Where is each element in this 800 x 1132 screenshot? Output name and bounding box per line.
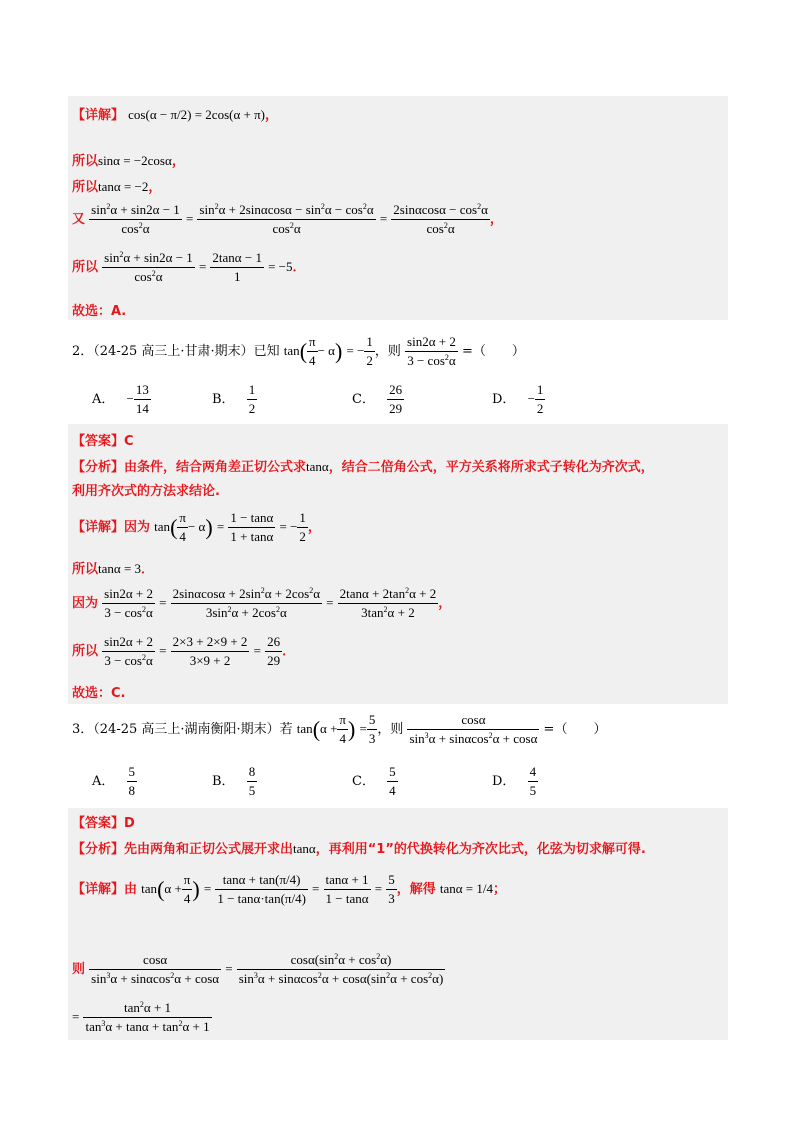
- q2-option-d[interactable]: D． − $\frac{1}{2}$: [492, 382, 544, 416]
- equation: sinα = −2cosα: [98, 153, 172, 168]
- q3-option-b[interactable]: B． $\frac{8}{5}$: [212, 764, 256, 798]
- option-value: $\frac{4}{5}$: [529, 764, 537, 798]
- q3-option-d[interactable]: D． $\frac{4}{5}$: [492, 764, 537, 798]
- q3-analysis: 【分析】先由两角和正切公式展开求出tanα，再利用“1”的代换转化为齐次比式，化弦为切求解可得.: [72, 841, 646, 857]
- q2-analysis: 【分析】由条件，结合两角差正切公式求tanα，结合二倍角公式，平方关系将所求式子转化为齐次式，: [72, 459, 654, 475]
- q3-answer: 【答案】D: [72, 816, 135, 831]
- option-value: $\frac{26}{29}$: [389, 382, 403, 416]
- q3-then-line: 则 $\frac{\cos\alpha}{\sin^3\alpha + \sin\alpha\cos^2\alpha + \cos\alpha}$ = $\frac{\cos\alpha(\sin^2\alpha + \cos^2\alpha)}{\sin^3\alpha + \sin\alpha\cos^2\alpha + \cos\alpha(\sin^2\alpha + \cos^2\alpha)}$: [72, 952, 444, 986]
- q2-option-b[interactable]: B． $\frac{1}{2}$: [212, 382, 256, 416]
- q2-choice: 故选：C.: [72, 686, 126, 701]
- prev-also-line: 又 $\frac{\sin^2\alpha + \sin 2\alpha - 1}{\cos^2\alpha}$ = $\frac{\sin^2\alpha + 2\sin\alpha\cos\alpha - \sin^2\alpha - \cos^2\alpha}{\cos^2\alpha}$ = $\frac{2\sin\alpha\cos\alpha - \cos^2\alpha}{\cos^2\alpha}$ ，: [72, 202, 503, 236]
- option-value: $\frac{8}{5}$: [248, 764, 256, 798]
- fraction: $\frac{\tan\alpha + \tan(\pi/4)}{1 - \tan\alpha\cdot\tan(\pi/4)}$: [217, 872, 306, 906]
- prev-choice: 故选：A.: [72, 304, 127, 319]
- fraction: $\frac{\sin^2\alpha + \sin 2\alpha - 1}{\cos^2\alpha}$: [104, 250, 193, 284]
- q3-option-a[interactable]: A． $\frac{5}{8}$: [92, 764, 136, 798]
- option-value: $\frac{13}{14}$: [135, 382, 149, 416]
- fraction: $\frac{\sin^2\alpha + \sin 2\alpha - 1}{\cos^2\alpha}$: [91, 202, 180, 236]
- fraction: $\frac{2\sin\alpha\cos\alpha - \cos^2\alpha}{\cos^2\alpha}$: [393, 202, 488, 236]
- prev-detail-line: 【详解】 cos(α − π/2) = 2cos(α + π)，: [72, 107, 279, 123]
- fraction: $\frac{\sin^2\alpha + 2\sin\alpha\cos\alpha - \sin^2\alpha - \cos^2\alpha}{\cos^2\alpha}$: [199, 202, 374, 236]
- fraction: $\frac{1 - \tan\alpha}{1 + \tan\alpha}$: [230, 510, 274, 544]
- q3-option-c[interactable]: C． $\frac{5}{4}$: [352, 764, 396, 798]
- q2-analysis-line2: 利用齐次式的方法求结论.: [72, 484, 220, 499]
- prev-so3-line: 所以 $\frac{\sin^2\alpha + \sin 2\alpha - 1}{\cos^2\alpha}$ = $\frac{2\tan\alpha - 1}{1}$ = −5．: [72, 250, 306, 284]
- prev-so2-line: 所以tanα = −2，: [72, 179, 162, 195]
- q2-so2-line: 所以 $\frac{\sin 2\alpha + 2}{3 - \cos^2\alpha}$ = $\frac{2\times 3 + 2\times 9 + 2}{3\times 9 + 2}$ = $\frac{26}{29}$ ．: [72, 634, 296, 668]
- equation: tanα = −2: [98, 179, 149, 194]
- q2-option-c[interactable]: C． $\frac{26}{29}$: [352, 382, 403, 416]
- option-value: $\frac{1}{2}$: [536, 382, 544, 416]
- q2-answer: 【答案】C: [72, 434, 134, 449]
- detail-label: 【详解】: [72, 108, 125, 123]
- q3-detail: 【详解】由 tan(α + $\frac{\pi}{4}$ ) = $\frac{\tan\alpha + \tan(\pi/4)}{1 - \tan\alpha\cdot\tan(\pi/4)}$ = $\frac{\tan\alpha + 1}{1 - \tan\alpha}$ = $\frac{5}{3}$ ，解得 tanα = 1/4；: [72, 872, 506, 906]
- q2-because-line: 因为 $\frac{\sin 2\alpha + 2}{3 - \cos^2\alpha}$ = $\frac{2\sin\alpha\cos\alpha + 2\sin^2\alpha + 2\cos^2\alpha}{3\sin^2\alpha + 2\cos^2\alpha}$ = $\frac{2\tan\alpha + 2\tan^2\alpha + 2}{3\tan^2\alpha + 2}$ ，: [72, 586, 452, 620]
- q2-detail: 【详解】因为 tan( $\frac{\pi}{4}$ − α) = $\frac{1 - \tan\alpha}{1 + \tan\alpha}$ = − $\frac{1}{2}$ ，: [72, 510, 321, 544]
- prev-so1-line: 所以sinα = −2cosα，: [72, 153, 185, 169]
- q3-final-line: = $\frac{\tan^2\alpha + 1}{\tan^3\alpha + \tan\alpha + \tan^2\alpha + 1}$: [72, 1000, 210, 1034]
- equation: cos(α − π/2) = 2cos(α + π): [128, 107, 265, 122]
- q3-stem: 3．（24-25 高三上·湖南衡阳·期末）若 tan(α + $\frac{\pi}{4}$ ) = $\frac{5}{3}$ ，则 $\frac{\cos\alpha}{\sin^3\alpha + \sin\alpha\cos^2\alpha + \cos\alpha}$ =（ ）: [72, 712, 607, 746]
- option-value: $\frac{1}{2}$: [248, 382, 256, 416]
- option-value: $\frac{5}{8}$: [128, 764, 136, 798]
- option-value: $\frac{5}{4}$: [389, 764, 396, 798]
- q2-option-a[interactable]: A． − $\frac{13}{14}$: [92, 382, 149, 416]
- fraction: $\frac{2\tan\alpha - 1}{1}$: [212, 250, 262, 284]
- q2-stem: 2．（24-25 高三上·甘肃·期末）已知 tan( $\frac{\pi}{4}$ − α) = − $\frac{1}{2}$ ，则 $\frac{\sin 2\alpha + 2}{3 - \cos^2\alpha}$ =（ ）: [72, 334, 525, 368]
- q2-so-line: 所以tanα = 3．: [72, 561, 155, 577]
